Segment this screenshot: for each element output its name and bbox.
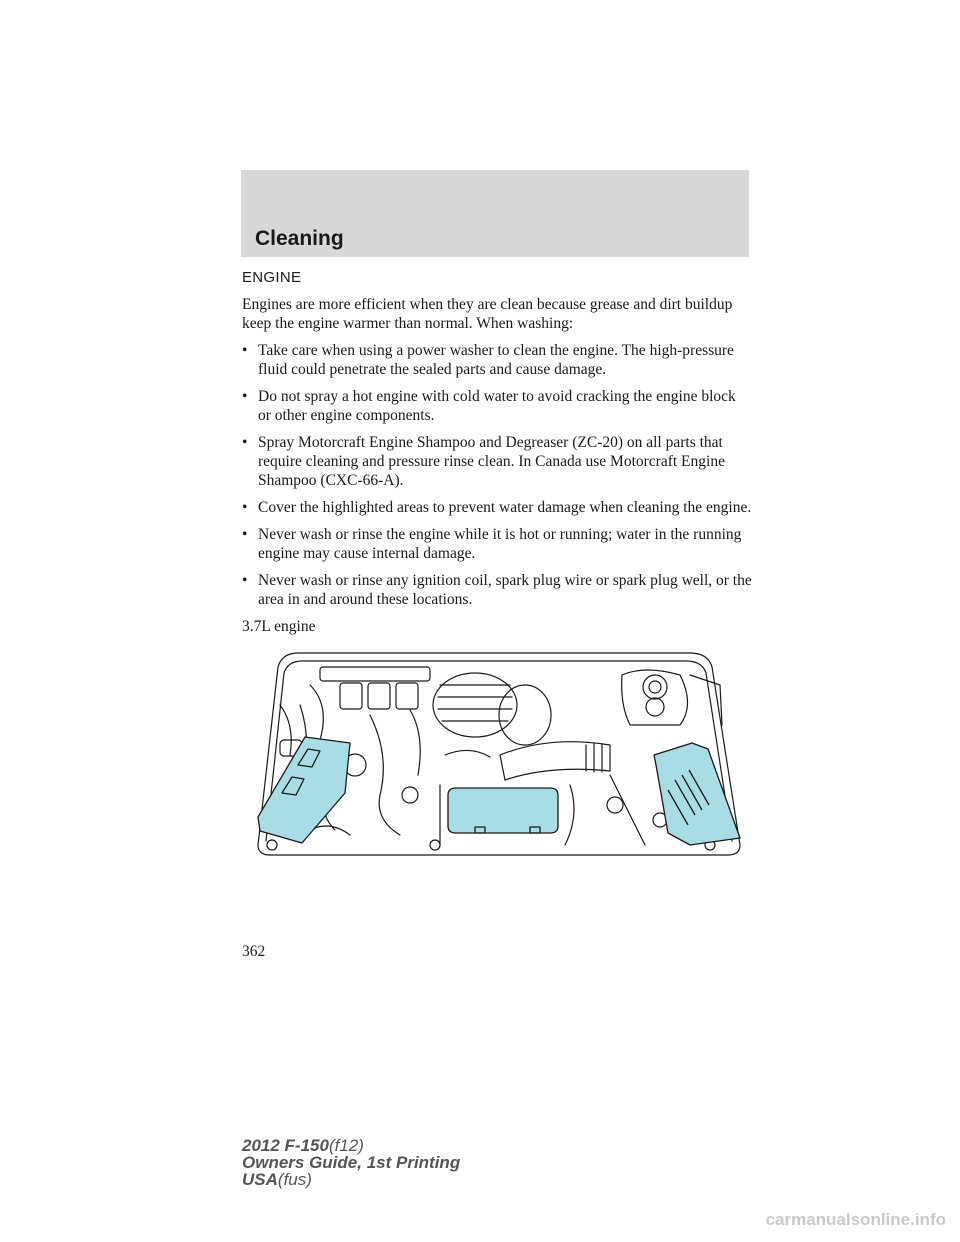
list-item (242, 571, 752, 609)
list-item-text: Never wash or rinse the engine while it is hot or running; water in the running engine may cause internal damage. (258, 526, 742, 562)
list-item (242, 341, 752, 379)
list-item-text: Take care when using a power washer to clean the engine. The high-pressure fluid could penetrate the sealed parts and cause damage. (258, 342, 734, 378)
list-item-text: Spray Motorcraft Engine Shampoo and Degreaser (ZC-20) on all parts that require cleaning and pressure rinse clean. In Canada use Motorcraft Engine Shampoo (CXC-66-A). (258, 434, 725, 489)
page-content (242, 268, 752, 636)
highlight-right-airbox (654, 743, 740, 845)
list-item-text: Do not spray a hot engine with cold water to avoid cracking the engine block or other engine components. (258, 388, 736, 424)
footer-market: USA (242, 1170, 278, 1189)
footer-model: 2012 F-150 (242, 1136, 329, 1155)
list-item (242, 498, 752, 517)
bullet-glyph: • (242, 388, 248, 405)
highlight-center-cover (448, 788, 558, 833)
section-heading: ENGINE (242, 269, 302, 286)
section-title: Cleaning (255, 227, 344, 250)
engine-compartment-illustration (250, 645, 750, 860)
bullet-glyph: • (242, 434, 248, 451)
footer-market-line (242, 1171, 460, 1188)
site-watermark: carmanualsonline.info (765, 1210, 946, 1229)
footer-guide: Owners Guide, 1st Printing (242, 1153, 461, 1172)
footer-market-code: (fus) (277, 1170, 312, 1189)
bullet-glyph: • (242, 499, 248, 516)
list-item (242, 387, 752, 425)
list-item-text: Never wash or rinse any ignition coil, spark plug wire or spark plug well, or the area in and around these locations. (258, 572, 752, 608)
highlighted-covered-areas (258, 737, 740, 845)
washing-tips-list (242, 341, 752, 609)
bullet-glyph: • (242, 342, 248, 359)
document-footer (242, 1137, 460, 1188)
figure-label: 3.7L engine (242, 618, 316, 635)
list-item (242, 433, 752, 490)
section-header-band (241, 170, 749, 257)
page-number: 362 (242, 943, 266, 960)
bullet-glyph: • (242, 572, 248, 589)
list-item (242, 525, 752, 563)
footer-model-line (242, 1137, 460, 1154)
list-item-text: Cover the highlighted areas to prevent water damage when cleaning the engine. (258, 499, 752, 516)
bullet-glyph: • (242, 526, 248, 543)
footer-model-code: (f12) (328, 1136, 364, 1155)
intro-paragraph: Engines are more efficient when they are clean because grease and dirt buildup keep the engine warmer than normal. When washing: (242, 296, 733, 332)
